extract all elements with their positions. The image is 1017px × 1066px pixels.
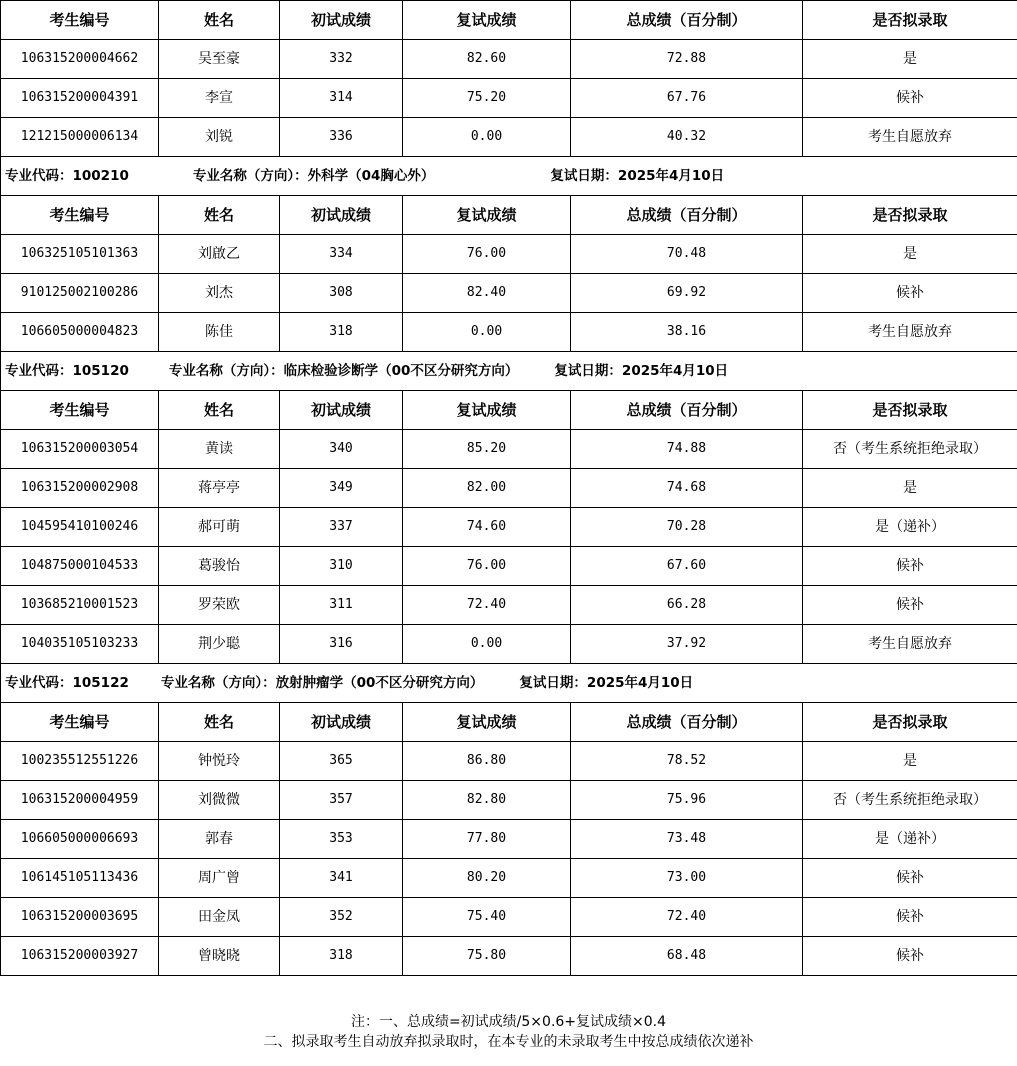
- candidate-name: 刘啟乙: [159, 235, 280, 274]
- candidate-name: 刘锐: [159, 118, 280, 157]
- candidate-name: 郭春: [159, 820, 280, 859]
- candidate-id: 104035105103233: [1, 625, 159, 664]
- retest-date: 复试日期：2025年4月10日: [519, 675, 694, 691]
- retest-score: 75.40: [403, 898, 571, 937]
- column-header: 考生编号: [1, 196, 159, 235]
- table-row: [1, 937, 1017, 976]
- table-row: [1, 274, 1017, 313]
- column-header: 总成绩（百分制）: [571, 196, 803, 235]
- initial-score: 334: [280, 235, 403, 274]
- table-row: [1, 625, 1017, 664]
- column-header-row: [1, 391, 1017, 430]
- initial-score: 349: [280, 469, 403, 508]
- admission-status: 是: [803, 40, 1017, 79]
- admission-status: 候补: [803, 937, 1017, 976]
- retest-score: 0.00: [403, 313, 571, 352]
- candidate-id: 106605000006693: [1, 820, 159, 859]
- initial-score: 337: [280, 508, 403, 547]
- table-row: [1, 742, 1017, 781]
- major-info-cell: [1, 352, 1017, 391]
- total-score: 74.68: [571, 469, 803, 508]
- column-header: 复试成绩: [403, 703, 571, 742]
- candidate-id: 106315200003695: [1, 898, 159, 937]
- table-row: [1, 313, 1017, 352]
- table-row: [1, 781, 1017, 820]
- column-header: 是否拟录取: [803, 196, 1017, 235]
- retest-score: 74.60: [403, 508, 571, 547]
- column-header: 姓名: [159, 703, 280, 742]
- major-info-row: [1, 157, 1017, 196]
- column-header: 复试成绩: [403, 391, 571, 430]
- candidate-name: 刘杰: [159, 274, 280, 313]
- column-header: 总成绩（百分制）: [571, 391, 803, 430]
- column-header: 复试成绩: [403, 1, 571, 40]
- table-row: [1, 508, 1017, 547]
- retest-score: 0.00: [403, 625, 571, 664]
- major-code: 专业代码：100210: [5, 168, 129, 184]
- major-info-row: [1, 352, 1017, 391]
- table-row: [1, 547, 1017, 586]
- table-row: [1, 859, 1017, 898]
- column-header: 姓名: [159, 391, 280, 430]
- candidate-name: 黄读: [159, 430, 280, 469]
- candidate-id: 106145105113436: [1, 859, 159, 898]
- initial-score: 336: [280, 118, 403, 157]
- initial-score: 332: [280, 40, 403, 79]
- total-score: 72.40: [571, 898, 803, 937]
- candidate-id: 106315200004959: [1, 781, 159, 820]
- note-substitution: 二、拟录取考生自动放弃拟录取时，在本专业的未录取考生中按总成绩依次递补: [263, 1034, 754, 1050]
- admission-status: 考生自愿放弃: [803, 625, 1017, 664]
- candidate-id: 106315200003054: [1, 430, 159, 469]
- table-row: [1, 586, 1017, 625]
- score-table-body: [1, 1, 1017, 976]
- candidate-name: 吴至豪: [159, 40, 280, 79]
- initial-score: 308: [280, 274, 403, 313]
- column-header: 姓名: [159, 196, 280, 235]
- total-score: 37.92: [571, 625, 803, 664]
- total-score: 75.96: [571, 781, 803, 820]
- total-score: 74.88: [571, 430, 803, 469]
- admission-status: 候补: [803, 859, 1017, 898]
- admission-status: 候补: [803, 898, 1017, 937]
- total-score: 73.00: [571, 859, 803, 898]
- initial-score: 365: [280, 742, 403, 781]
- major-code: 专业代码：105122: [5, 675, 129, 691]
- table-row: [1, 898, 1017, 937]
- candidate-name: 郝可萌: [159, 508, 280, 547]
- initial-score: 310: [280, 547, 403, 586]
- retest-score: 76.00: [403, 547, 571, 586]
- major-name: 专业名称（方向）：放射肿瘤学（00不区分研究方向）: [160, 675, 484, 691]
- candidate-id: 104595410100246: [1, 508, 159, 547]
- total-score: 40.32: [571, 118, 803, 157]
- retest-score: 76.00: [403, 235, 571, 274]
- major-info-cell: [1, 664, 1017, 703]
- candidate-id: 106315200003927: [1, 937, 159, 976]
- column-header: 初试成绩: [280, 703, 403, 742]
- major-info-row: [1, 664, 1017, 703]
- table-row: [1, 820, 1017, 859]
- note-formula: 注：一、总成绩=初试成绩/5×0.6+复试成绩×0.4: [350, 1014, 667, 1030]
- retest-score: 75.80: [403, 937, 571, 976]
- initial-score: 340: [280, 430, 403, 469]
- initial-score: 314: [280, 79, 403, 118]
- column-header-row: [1, 703, 1017, 742]
- candidate-name: 李宣: [159, 79, 280, 118]
- total-score: 70.28: [571, 508, 803, 547]
- admission-status: 候补: [803, 547, 1017, 586]
- total-score: 66.28: [571, 586, 803, 625]
- admission-status: 候补: [803, 79, 1017, 118]
- admission-status: 是（递补）: [803, 820, 1017, 859]
- retest-score: 86.80: [403, 742, 571, 781]
- table-row: [1, 235, 1017, 274]
- admission-status: 否（考生系统拒绝录取）: [803, 781, 1017, 820]
- table-row: [1, 469, 1017, 508]
- retest-score: 75.20: [403, 79, 571, 118]
- admission-status: 是（递补）: [803, 508, 1017, 547]
- admission-status: 是: [803, 742, 1017, 781]
- column-header: 考生编号: [1, 703, 159, 742]
- admission-status: 考生自愿放弃: [803, 118, 1017, 157]
- retest-score: 80.20: [403, 859, 571, 898]
- admission-status: 否（考生系统拒绝录取）: [803, 430, 1017, 469]
- column-header-row: [1, 1, 1017, 40]
- retest-date: 复试日期：2025年4月10日: [554, 363, 729, 379]
- retest-score: 72.40: [403, 586, 571, 625]
- total-score: 38.16: [571, 313, 803, 352]
- candidate-id: 100235512551226: [1, 742, 159, 781]
- total-score: 68.48: [571, 937, 803, 976]
- total-score: 70.48: [571, 235, 803, 274]
- column-header: 初试成绩: [280, 391, 403, 430]
- admission-status: 候补: [803, 274, 1017, 313]
- candidate-id: 106315200004391: [1, 79, 159, 118]
- candidate-id: 106605000004823: [1, 313, 159, 352]
- retest-score: 0.00: [403, 118, 571, 157]
- candidate-name: 罗荣欧: [159, 586, 280, 625]
- admission-status: 考生自愿放弃: [803, 313, 1017, 352]
- column-header: 是否拟录取: [803, 391, 1017, 430]
- column-header: 初试成绩: [280, 196, 403, 235]
- column-header: 是否拟录取: [803, 1, 1017, 40]
- column-header-row: [1, 196, 1017, 235]
- initial-score: 341: [280, 859, 403, 898]
- table-row: [1, 79, 1017, 118]
- retest-score: 77.80: [403, 820, 571, 859]
- admission-status: 候补: [803, 586, 1017, 625]
- major-name: 专业名称（方向）：外科学（04胸心外）: [192, 168, 435, 184]
- retest-score: 82.80: [403, 781, 571, 820]
- retest-date: 复试日期：2025年4月10日: [550, 168, 725, 184]
- major-name: 专业名称（方向）：临床检验诊断学（00不区分研究方向）: [168, 363, 519, 379]
- candidate-id: 104875000104533: [1, 547, 159, 586]
- retest-score: 82.60: [403, 40, 571, 79]
- initial-score: 352: [280, 898, 403, 937]
- retest-score: 85.20: [403, 430, 571, 469]
- candidate-name: 陈佳: [159, 313, 280, 352]
- column-header: 总成绩（百分制）: [571, 703, 803, 742]
- candidate-id: 121215000006134: [1, 118, 159, 157]
- table-row: [1, 430, 1017, 469]
- candidate-id: 106315200002908: [1, 469, 159, 508]
- column-header: 考生编号: [1, 1, 159, 40]
- major-info-cell: [1, 157, 1017, 196]
- column-header: 初试成绩: [280, 1, 403, 40]
- candidate-name: 蒋亭亭: [159, 469, 280, 508]
- candidate-id: 106325105101363: [1, 235, 159, 274]
- candidate-name: 钟悦玲: [159, 742, 280, 781]
- candidate-id: 910125002100286: [1, 274, 159, 313]
- table-row: [1, 40, 1017, 79]
- candidate-id: 103685210001523: [1, 586, 159, 625]
- column-header: 是否拟录取: [803, 703, 1017, 742]
- candidate-name: 荆少聪: [159, 625, 280, 664]
- candidate-name: 刘微微: [159, 781, 280, 820]
- initial-score: 311: [280, 586, 403, 625]
- column-header: 姓名: [159, 1, 280, 40]
- admission-status: 是: [803, 469, 1017, 508]
- candidate-id: 106315200004662: [1, 40, 159, 79]
- column-header: 复试成绩: [403, 196, 571, 235]
- initial-score: 353: [280, 820, 403, 859]
- candidate-name: 葛骏怡: [159, 547, 280, 586]
- total-score: 78.52: [571, 742, 803, 781]
- retest-score: 82.40: [403, 274, 571, 313]
- column-header: 总成绩（百分制）: [571, 1, 803, 40]
- initial-score: 318: [280, 313, 403, 352]
- total-score: 67.76: [571, 79, 803, 118]
- candidate-name: 田金凤: [159, 898, 280, 937]
- major-code: 专业代码：105120: [5, 363, 129, 379]
- initial-score: 316: [280, 625, 403, 664]
- total-score: 72.88: [571, 40, 803, 79]
- initial-score: 357: [280, 781, 403, 820]
- initial-score: 318: [280, 937, 403, 976]
- admission-status: 是: [803, 235, 1017, 274]
- total-score: 73.48: [571, 820, 803, 859]
- notes: [0, 1012, 1017, 1052]
- candidate-name: 周广曾: [159, 859, 280, 898]
- total-score: 67.60: [571, 547, 803, 586]
- retest-score: 82.00: [403, 469, 571, 508]
- column-header: 考生编号: [1, 391, 159, 430]
- table-row: [1, 118, 1017, 157]
- candidate-name: 曾晓晓: [159, 937, 280, 976]
- total-score: 69.92: [571, 274, 803, 313]
